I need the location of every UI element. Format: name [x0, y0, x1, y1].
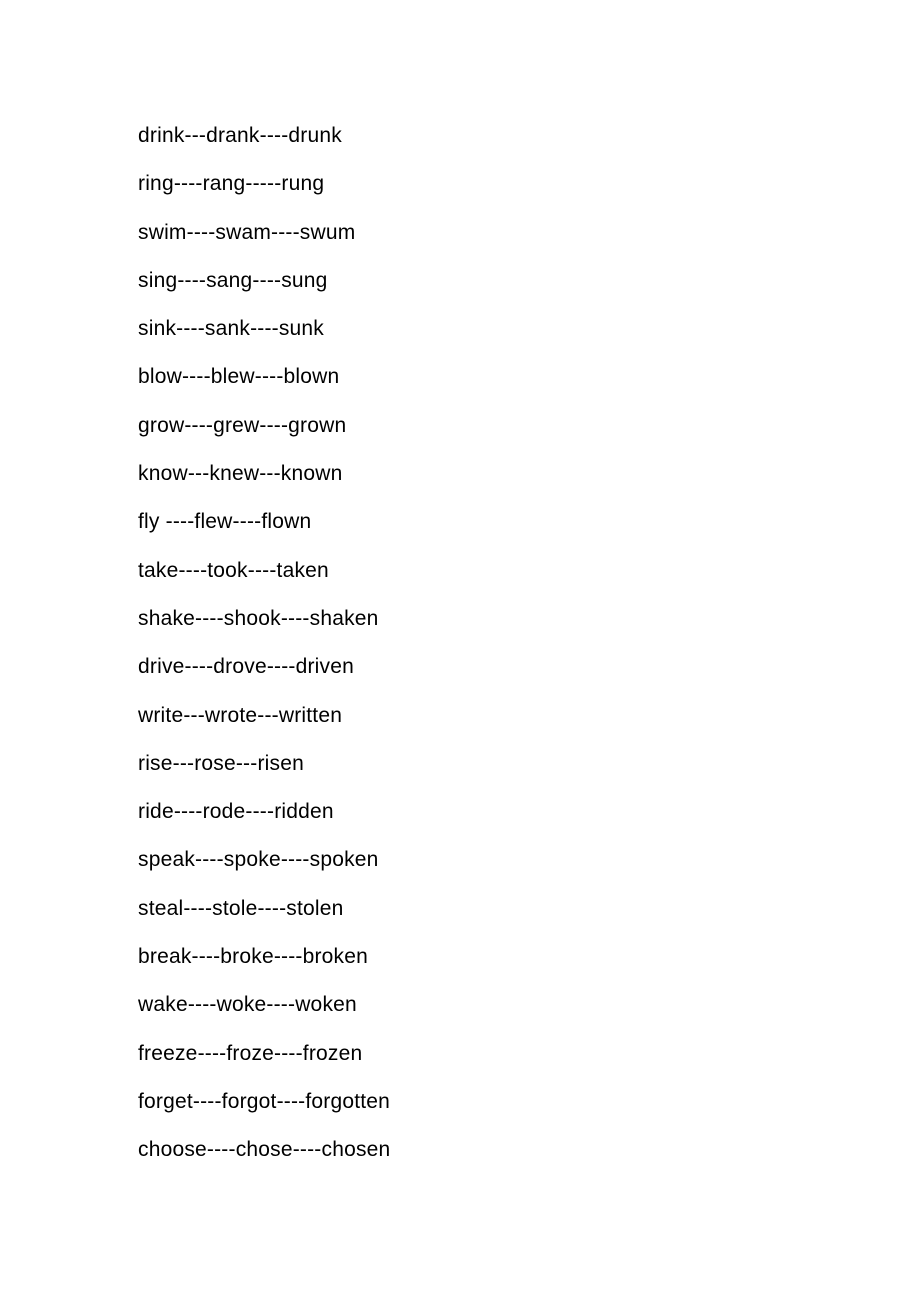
verb-line: take----took----taken: [138, 558, 329, 582]
verb-line: break----broke----broken: [138, 945, 369, 969]
verb-line: swim----swam----swum: [138, 220, 356, 244]
verb-line: freeze----froze----frozen: [138, 1041, 363, 1065]
verb-line: fly ----flew----flown: [138, 510, 312, 534]
verb-line: speak----spoke----spoken: [138, 848, 379, 872]
verb-line: ride----rode----ridden: [138, 800, 334, 824]
verb-line: choose----chose----chosen: [138, 1138, 391, 1162]
verb-line: drive----drove----driven: [138, 655, 354, 679]
verb-line: shake----shook----shaken: [138, 606, 379, 630]
verb-line: blow----blew----blown: [138, 365, 340, 389]
verb-list: [138, 112, 880, 1175]
verb-line: sing----sang----sung: [138, 268, 328, 292]
verb-line: ring----rang-----rung: [138, 172, 325, 196]
verb-line: wake----woke----woken: [138, 993, 357, 1017]
verb-line: drink---drank----drunk: [138, 124, 342, 147]
verb-line: forget----forgot----forgotten: [138, 1089, 391, 1113]
verb-line: rise---rose---risen: [138, 751, 304, 775]
verb-line: grow----grew----grown: [138, 413, 347, 437]
verb-line: steal----stole----stolen: [138, 896, 344, 920]
verb-line: know---knew---known: [138, 462, 343, 486]
verb-line: sink----sank----sunk: [138, 317, 325, 341]
verb-line: write---wrote---written: [138, 703, 343, 727]
